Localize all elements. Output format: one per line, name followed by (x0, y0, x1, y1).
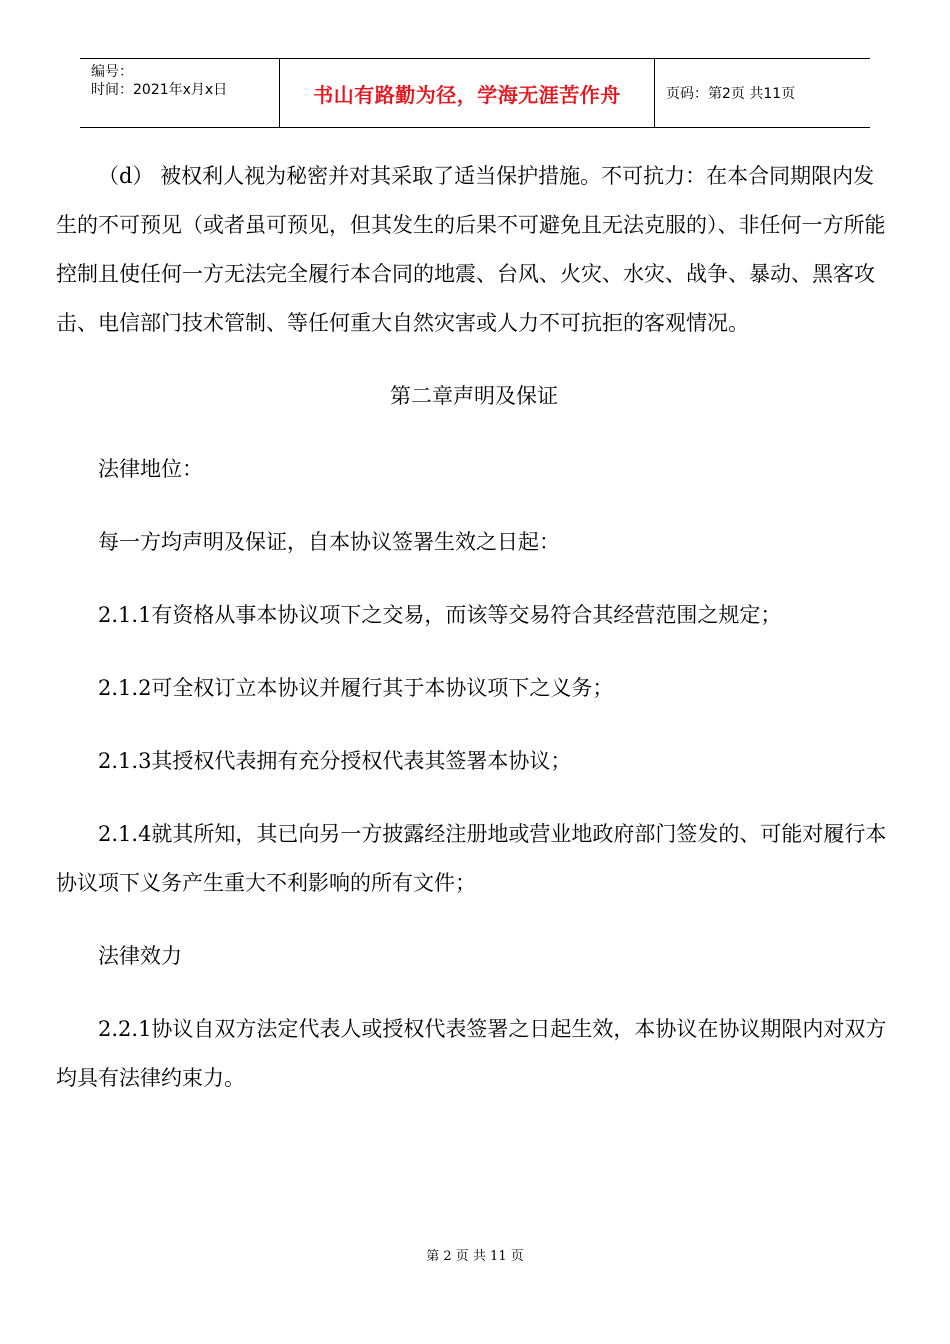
clause-2-1-3: 2.1.3其授权代表拥有充分授权代表其签署本协议； (98, 749, 572, 773)
page-header (80, 58, 870, 128)
declaration-intro: 每一方均声明及保证，自本协议签署生效之日起： (98, 530, 560, 554)
header-motto-cell (280, 59, 655, 127)
document-number-label: 编号： (91, 64, 133, 80)
clause-2-1-2: 2.1.2可全权订立本协议并履行其于本协议项下之义务； (98, 676, 614, 700)
header-page-info: 页码：第2页 共11页 (666, 86, 796, 102)
header-page-info-cell (655, 59, 870, 127)
clause-2-1-1: 2.1.1有资格从事本协议项下之交易，而该等交易符合其经营范围之规定； (98, 603, 782, 627)
section-heading-legal-status: 法律地位： (98, 457, 203, 481)
section-heading-legal-effect: 法律效力 (98, 944, 182, 968)
header-meta (80, 59, 280, 127)
clause-2-1-4: 2.1.4就其所知，其已向另一方披露经注册地或营业地政府部门签发的、可能对履行本协议项下义务产生重大不利影响的所有文件； (56, 822, 887, 895)
page-footer: 第 2 页 共 11 页 (426, 1249, 524, 1264)
chapter-heading: 第二章声明及保证 (390, 384, 558, 408)
header-motto: 书山有路勤为径，学海无涯苦作舟 (313, 82, 621, 107)
document-date: 时间：2021年x月x日 (91, 82, 228, 98)
definition-paragraph: （d） 被权利人视为秘密并对其采取了适当保护措施。不可抗力：在本合同期限内发生的不可预见（或者虽可预见，但其发生的后果不可避免且无法克服的）、非任何一方所能控制且使任何一方无法完全履行本合同的地震、台风、火灾、水灾、战争、暴动、黑客攻击、电信部门技术管制、等任何重大自然灾害或人力不可抗拒的客观情况。 (56, 164, 886, 335)
document-body (56, 152, 892, 1103)
clause-2-2-1: 2.2.1协议自双方法定代表人或授权代表签署之日起生效，本协议在协议期限内对双方均具有法律约束力。 (56, 1017, 887, 1090)
